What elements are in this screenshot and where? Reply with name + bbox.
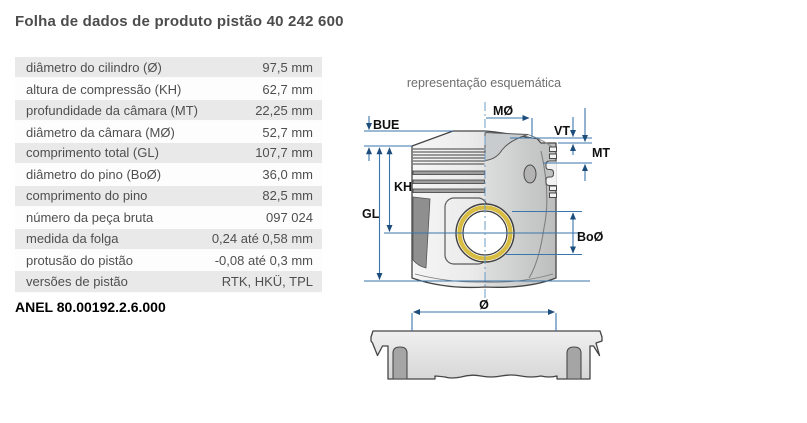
table-row xyxy=(15,207,322,228)
spec-value: 107,7 mm xyxy=(255,145,313,161)
spec-label: diâmetro do pino (BoØ) xyxy=(26,167,162,183)
piston-main-view xyxy=(412,131,557,287)
dim-label-vt: VT xyxy=(554,124,570,138)
spec-label: número da peça bruta xyxy=(26,210,154,226)
spec-value: 62,7 mm xyxy=(262,81,313,97)
spec-value: 0,24 até 0,58 mm xyxy=(211,231,313,247)
dim-label-gl: GL xyxy=(362,207,380,221)
ring-grooves xyxy=(413,171,485,193)
schematic-caption: representação esquemática xyxy=(406,76,562,90)
spec-value: 36,0 mm xyxy=(262,167,313,183)
schematic-diagram xyxy=(360,60,807,418)
spec-label: altura de compressão (KH) xyxy=(26,81,182,97)
spec-label: comprimento do pino xyxy=(26,188,148,204)
spec-label: medida da folga xyxy=(26,231,119,247)
spec-label: versões de pistão xyxy=(26,274,128,290)
oil-hole xyxy=(524,165,536,183)
spec-value: RTK, HKÜ, TPL xyxy=(221,274,313,290)
dim-label-bue: BUE xyxy=(373,118,400,132)
dim-label-diameter: Ø xyxy=(479,298,489,312)
spec-label: protusão do pistão xyxy=(26,253,133,269)
table-row xyxy=(15,250,322,271)
spec-value: 97,5 mm xyxy=(262,59,313,75)
table-row xyxy=(15,164,322,185)
liner-slot-right xyxy=(567,347,581,379)
page-title: Folha de dados de produto pistão 40 242 600 xyxy=(15,13,344,30)
dim-label-mo: MØ xyxy=(493,104,514,118)
dim-label-kh: KH xyxy=(394,180,413,194)
liner-slot-left xyxy=(393,347,407,379)
spec-value: 52,7 mm xyxy=(262,124,313,140)
spec-value: -0,08 até 0,3 mm xyxy=(214,253,313,269)
piston-schematic-svg xyxy=(360,60,807,418)
liner-section-view xyxy=(371,331,602,379)
spec-label: comprimento total (GL) xyxy=(26,145,159,161)
table-row xyxy=(15,229,322,250)
table-row xyxy=(15,78,322,99)
table-row xyxy=(15,271,322,292)
table-row xyxy=(15,121,322,142)
spec-value: 22,25 mm xyxy=(255,102,313,118)
table-row xyxy=(15,100,322,121)
dim-label-bo: BoØ xyxy=(577,230,604,244)
spec-table xyxy=(15,57,322,293)
spec-label: diâmetro da câmara (MØ) xyxy=(26,124,175,140)
spec-value: 82,5 mm xyxy=(262,188,313,204)
ring-part-number: ANEL 80.00192.2.6.000 xyxy=(15,299,166,315)
spec-label: profundidade da câmara (MT) xyxy=(26,102,198,118)
table-row xyxy=(15,186,322,207)
table-row xyxy=(15,143,322,164)
spec-value: 097 024 xyxy=(266,210,313,226)
spec-label: diâmetro do cilindro (Ø) xyxy=(26,59,162,75)
table-row xyxy=(15,57,322,78)
dim-label-mt: MT xyxy=(592,146,611,160)
